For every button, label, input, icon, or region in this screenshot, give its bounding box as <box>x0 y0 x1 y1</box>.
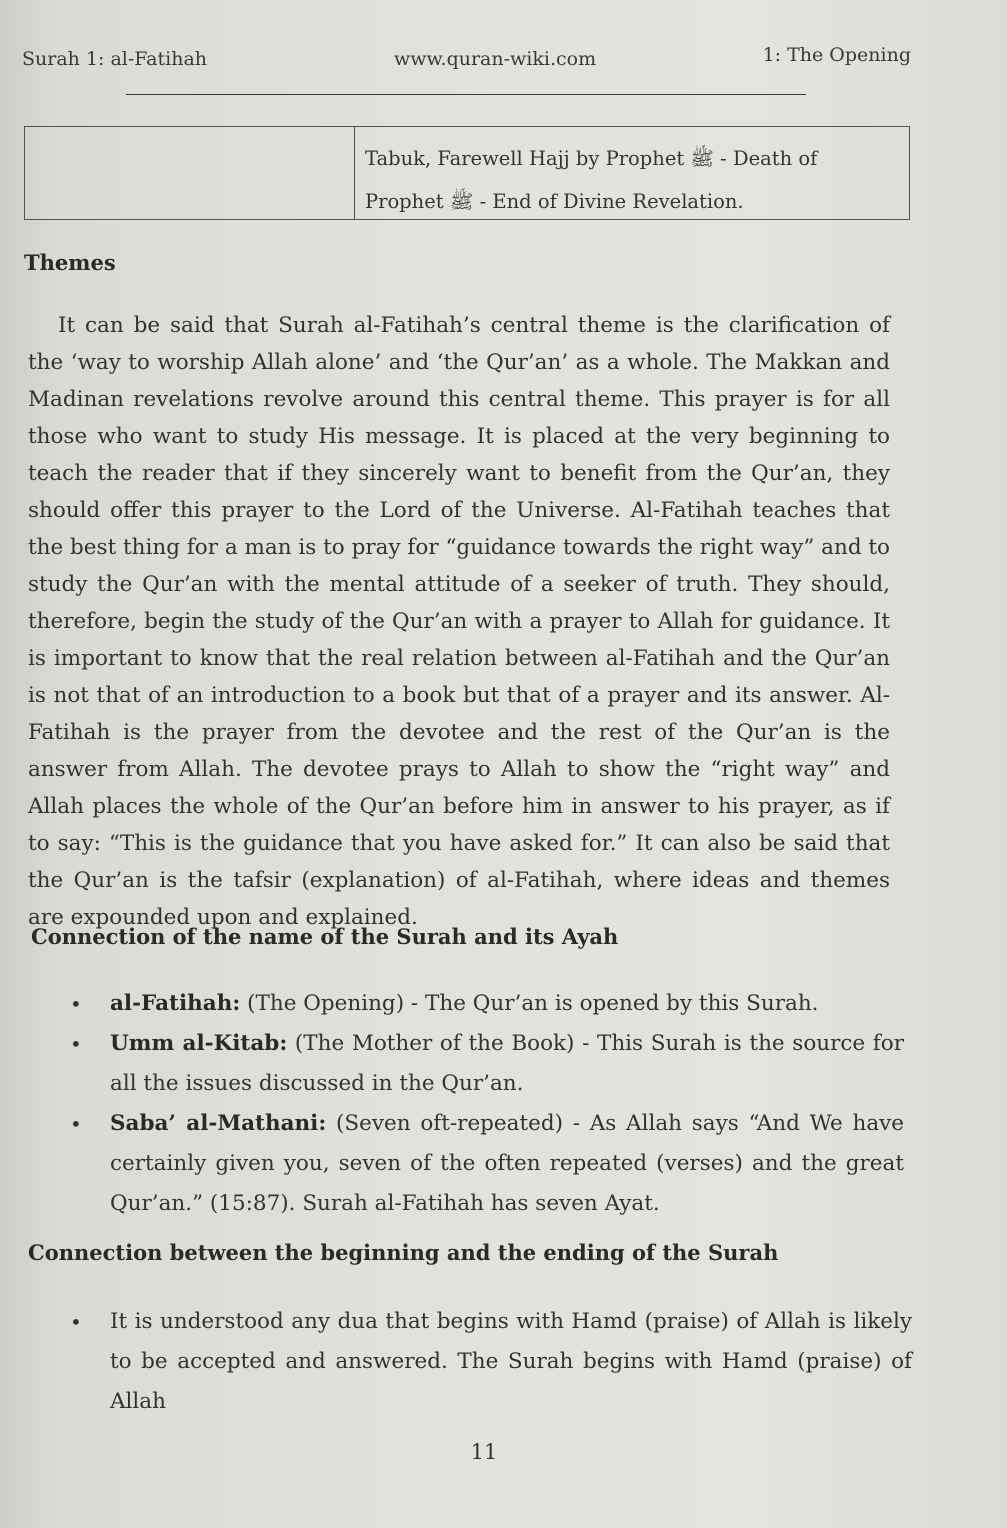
table-cell-right: Tabuk, Farewell Hajj by Prophet ﷺ - Death of Prophet ﷺ - End of Divine Revelation. <box>365 147 818 213</box>
section-heading-connection-name: Connection of the name of the Surah and its Ayah <box>31 924 619 949</box>
list-item-text: (The Opening) - The Qur’an is opened by this Surah. <box>240 991 819 1016</box>
running-header <box>22 44 911 78</box>
list-item <box>70 1024 904 1104</box>
begin-end-list <box>70 1302 912 1422</box>
list-item <box>70 984 904 1024</box>
list-item-term: Saba’ al-Mathani: <box>110 1111 327 1136</box>
list-item-text: (Seven oft-repeated) - As Allah says “And We have certainly given you, seven of the often repeated (verses) and the great Qur’an.” (15:87). Surah al-Fatihah has seven Ayat. <box>110 1111 905 1216</box>
section-heading-connection-begin-end: Connection between the beginning and the ending of the Surah <box>28 1240 779 1265</box>
list-item <box>70 1302 912 1422</box>
list-item-text: It is understood any dua that begins with Hamd (praise) of Allah is likely to be accepted and answered. The Surah begins with Hamd (praise) of Allah <box>110 1309 912 1414</box>
themes-paragraph-text: It can be said that Surah al-Fatihah’s central theme is the clarification of the ‘way to worship Allah alone’ and ‘the Qur’an’ as a whole. The Makkan and Madinan revelations revolve around this central theme. This prayer is for all those who want to study His message. It is placed at the very beginning to teach the reader that if they sincerely want to benefit from the Qur’an, they should offer this prayer to the Lord of the Universe. Al-Fatihah teaches that the best thing for a man is to pray for “guidance towards the right way” and to study the Qur’an with the mental attitude of a seeker of truth. They should, therefore, begin the study of the Qur’an with a prayer to Allah for guidance. It is important to know that the real relation between al-Fatihah and the Qur’an is not that of an introduction to a book but that of a prayer and its answer. Al-Fatihah is the prayer from the devotee and the rest of the Qur’an is the answer from Allah. The devotee prays to Allah to show the “right way” and Allah places the whole of the Qur’an before him in answer to his prayer, as if to say: “This is the guidance that you have asked for.” It can also be said that the Qur’an is the tafsir (explanation) of al-Fatihah, where ideas and themes are expounded upon and explained. <box>28 313 890 930</box>
header-chapter-title: 1: The Opening <box>762 44 911 66</box>
header-surah-title: Surah 1: al-Fatihah <box>22 48 208 70</box>
section-heading-themes: Themes <box>24 250 116 275</box>
list-item-term: al-Fatihah: <box>110 991 241 1016</box>
timeline-table <box>24 126 910 220</box>
page-number: 11 <box>470 1440 498 1464</box>
themes-paragraph <box>28 307 890 936</box>
header-divider <box>126 94 806 95</box>
list-item <box>70 1104 904 1224</box>
list-item-text: (The Mother of the Book) - This Surah is the source for all the issues discussed in the Qur’an. <box>110 1031 904 1096</box>
table-cell-left <box>25 127 355 219</box>
header-website: www.quran-wiki.com <box>394 48 597 70</box>
names-list <box>70 984 904 1224</box>
list-item-term: Umm al-Kitab: <box>110 1031 288 1056</box>
